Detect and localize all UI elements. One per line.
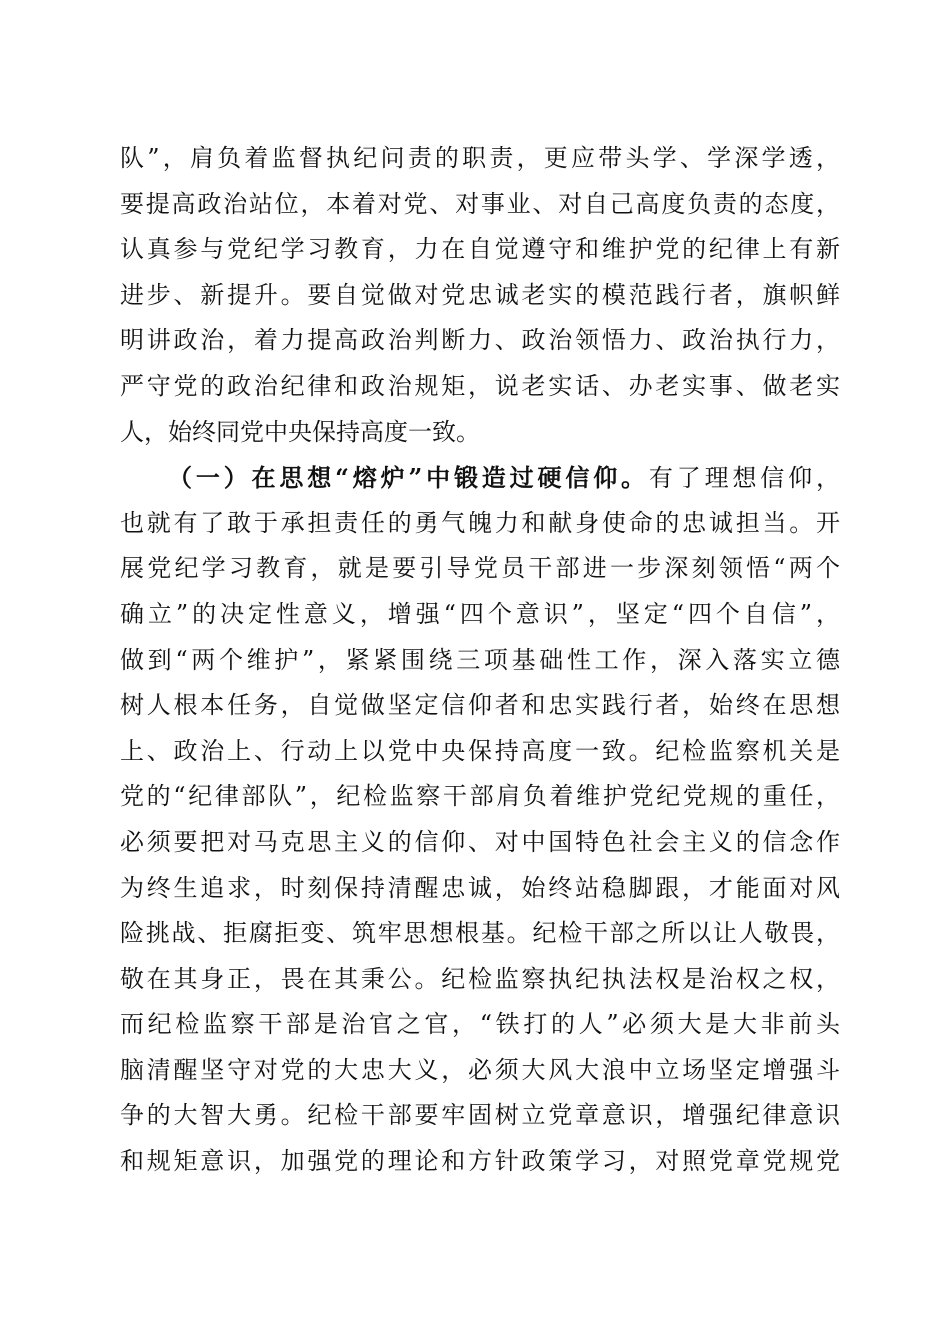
text-line-11: 确立”的决定性意义，增强“四个意识”，坚定“四个自信”， — [120, 599, 840, 628]
text-line-18: 险挑战、拒腐拒变、筑牢思想根基。纪检干部之所以让人敬畏， — [120, 919, 840, 948]
text-line-15: 党的“纪律部队”，纪检监察干部肩负着维护党纪党规的重任， — [120, 782, 840, 811]
text-line-5: 明讲政治，着力提高政治判断力、政治领悟力、政治执行力， — [120, 326, 840, 355]
section-heading: （一）在思想“熔炉”中锻造过硬信仰。 — [168, 463, 649, 493]
text-line-17: 为终生追求，时刻保持清醒忠诚，始终站稳脚跟，才能面对风 — [120, 873, 840, 902]
text-line-22: 争的大智大勇。纪检干部要牢固树立党章意识，增强纪律意识 — [120, 1101, 840, 1130]
text-line-9: 也就有了敢于承担责任的勇气魄力和献身使命的忠诚担当。开 — [120, 508, 840, 537]
text-line-3: 认真参与党纪学习教育，力在自觉遵守和维护党的纪律上有新 — [120, 235, 840, 264]
section-heading-continuation: 有了理想信仰， — [648, 464, 840, 493]
text-line-20: 而纪检监察干部是治官之官，“铁打的人”必须大是大非前头 — [120, 1010, 840, 1039]
text-line-19: 敬在其身正，畏在其秉公。纪检监察执纪执法权是治权之权， — [120, 964, 840, 993]
text-line-10: 展党纪学习教育，就是要引导党员干部进一步深刻领悟“两个 — [120, 554, 840, 583]
text-line-12: 做到“两个维护”，紧紧围绕三项基础性工作，深入落实立德 — [120, 645, 840, 674]
text-line-21: 脑清醒坚守对党的大忠大义，必须大风大浪中立场坚定增强斗 — [120, 1055, 840, 1084]
body-text — [120, 136, 840, 1185]
text-line-1: 队”，肩负着监督执纪问责的职责，更应带头学、学深学透， — [120, 144, 840, 172]
text-line-23: 和规矩意识，加强党的理论和方针政策学习，对照党章党规党 — [120, 1147, 840, 1176]
text-line-6: 严守党的政治纪律和政治规矩，说老实话、办老实事、做老实 — [120, 371, 840, 400]
text-line-7: 人，始终同党中央保持高度一致。 — [120, 417, 480, 446]
text-line-14: 上、政治上、行动上以党中央保持高度一致。纪检监察机关是 — [120, 736, 840, 765]
text-line-13: 树人根本任务，自觉做坚定信仰者和忠实践行者，始终在思想 — [120, 691, 840, 720]
section-heading-line — [120, 455, 840, 501]
text-line-16: 必须要把对马克思主义的信仰、对中国特色社会主义的信念作 — [120, 827, 840, 856]
text-line-2: 要提高政治站位，本着对党、对事业、对自己高度负责的态度， — [120, 189, 840, 218]
text-line-4: 进步、新提升。要自觉做对党忠诚老实的模范践行者，旗帜鲜 — [120, 280, 840, 309]
